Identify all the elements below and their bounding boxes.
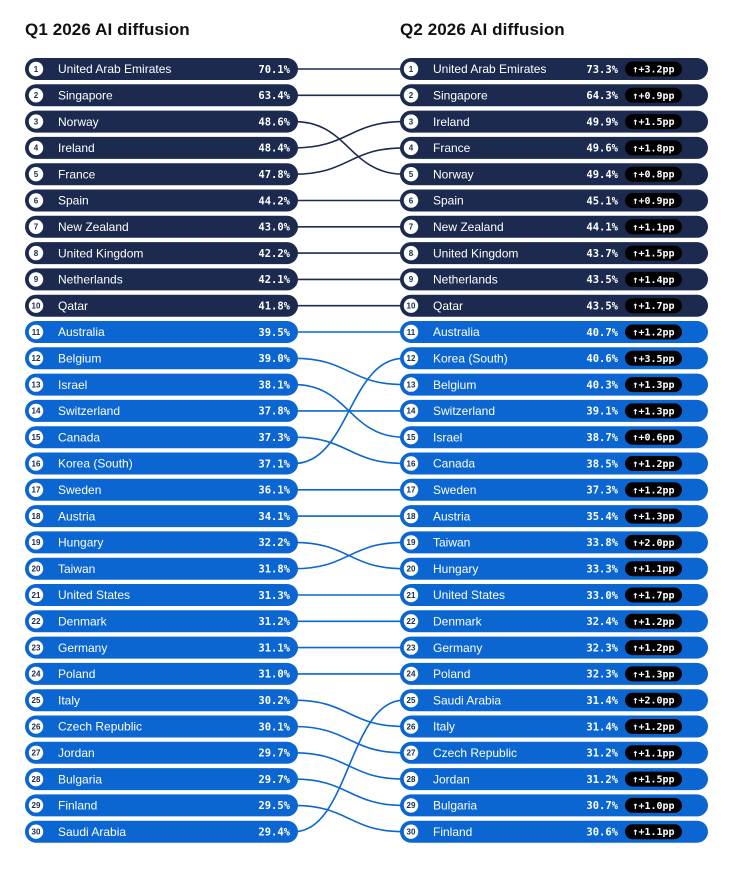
country-name: Qatar [58,298,89,313]
delta-value: ↑+3.2pp [632,64,675,76]
delta-value: ↑+1.4pp [632,274,675,286]
left-rank-row [25,321,298,343]
country-name: Bulgaria [433,798,478,813]
diffusion-value: 31.3% [258,589,290,602]
right-rank-row [400,268,708,290]
rank-number: 13 [406,380,416,390]
country-name: Saudi Arabia [433,693,502,708]
diffusion-value: 34.1% [258,510,290,523]
country-name: Bulgaria [58,772,103,787]
right-rank-row [400,505,708,527]
right-rank-row [400,295,708,317]
connector-line [294,727,404,753]
diffusion-value: 30.6% [586,826,618,839]
rank-number: 23 [31,643,41,653]
country-name: Germany [433,640,483,655]
country-name: Singapore [58,88,113,103]
rank-number: 20 [31,564,41,574]
rank-number: 16 [406,459,416,469]
country-name: France [433,141,471,156]
country-name: New Zealand [58,220,129,234]
diffusion-value: 31.4% [586,695,618,707]
delta-value: ↑+0.8pp [632,169,675,181]
rank-number: 17 [406,485,416,495]
diffusion-value: 32.3% [586,668,618,681]
delta-value: ↑+1.1pp [632,222,675,234]
rank-number: 28 [31,774,41,784]
delta-value: ↑+1.2pp [632,643,675,655]
country-name: Austria [433,509,471,524]
connector-line [294,542,404,568]
country-name: Sweden [433,483,477,497]
rank-number: 8 [33,248,39,258]
diffusion-value: 32.4% [586,616,618,629]
left-rank-row [25,242,298,264]
diffusion-value: 29.7% [258,747,290,760]
left-rank-row [25,794,298,816]
left-rank-row [25,768,298,790]
rank-number: 10 [31,301,41,311]
diffusion-value: 29.5% [258,800,290,813]
rank-number: 3 [33,117,39,127]
country-name: United Arab Emirates [58,62,172,77]
country-name: United Kingdom [58,246,144,261]
left-rank-row [25,58,298,80]
rank-number: 12 [31,354,41,364]
diffusion-value: 70.1% [258,63,290,76]
delta-value: ↑+1.7pp [632,590,675,602]
rank-number: 18 [406,511,416,521]
right-ranking-list [400,58,708,843]
left-rank-row [25,268,298,290]
delta-value: ↑+1.2pp [632,485,675,497]
right-rank-row [400,137,708,159]
connector-line [294,148,404,174]
left-rank-row [25,84,298,106]
diffusion-value: 37.1% [258,458,290,471]
rank-number: 5 [33,170,39,179]
country-name: Taiwan [58,561,96,576]
right-rank-row [400,242,708,264]
delta-value: ↑+1.5pp [632,248,675,260]
right-rank-row [400,190,708,212]
diffusion-value: 38.5% [586,458,618,471]
right-rank-row [400,558,708,580]
country-name: Switzerland [433,404,496,419]
rank-number: 17 [31,485,41,495]
delta-value: ↑+1.5pp [632,117,675,129]
right-rank-row [400,479,708,501]
diffusion-value: 30.7% [586,800,618,813]
diffusion-value: 37.3% [258,432,290,444]
rank-number: 5 [408,170,414,179]
rank-number: 7 [33,222,39,232]
left-rank-row [25,453,298,475]
diffusion-value: 42.2% [258,247,290,260]
rank-number: 20 [406,564,416,574]
rank-number: 30 [31,827,41,837]
diffusion-value: 45.1% [586,195,618,208]
country-name: Norway [58,114,99,129]
country-name: Saudi Arabia [58,824,127,839]
diffusion-value: 33.8% [586,537,618,550]
left-rank-row [25,637,298,659]
delta-value: ↑+1.1pp [632,748,675,760]
left-rank-row [25,689,298,711]
rank-number: 26 [406,722,416,732]
diffusion-value: 38.7% [586,432,618,444]
country-name: Canada [433,456,476,471]
diffusion-value: 49.6% [586,142,618,155]
country-name: United Kingdom [433,246,519,261]
diffusion-value: 39.0% [258,353,290,366]
country-name: Poland [58,667,96,682]
rank-number: 26 [31,722,41,732]
rank-number: 22 [31,617,41,627]
right-rank-row [400,163,708,185]
left-rank-row [25,479,298,501]
left-rank-row [25,190,298,212]
diffusion-value: 43.0% [258,221,290,234]
rank-number: 9 [33,275,39,285]
delta-value: ↑+1.5pp [632,774,675,786]
left-rank-row [25,716,298,738]
country-name: Czech Republic [433,746,518,760]
right-rank-row [400,453,708,475]
left-rank-row [25,216,298,238]
diffusion-value: 37.3% [586,484,618,497]
right-rank-row [400,531,708,553]
country-name: Finland [433,824,473,839]
diffusion-value: 41.8% [258,300,290,313]
rank-number: 23 [406,643,416,653]
diffusion-value: 35.4% [586,510,618,523]
diffusion-value: 31.2% [586,747,618,760]
rank-number: 14 [406,406,416,416]
rank-number: 1 [408,64,414,74]
left-rank-row [25,584,298,606]
country-name: France [58,167,96,182]
country-name: Denmark [433,614,482,629]
rank-number: 27 [406,748,416,758]
delta-value: ↑+1.0pp [632,800,675,812]
right-rank-row [400,426,708,448]
country-name: Germany [58,640,108,655]
diffusion-value: 47.8% [258,169,290,181]
country-name: Canada [58,430,101,445]
rank-number: 29 [406,801,416,811]
rank-number: 21 [406,590,416,600]
delta-value: ↑+1.8pp [632,143,675,155]
country-name: Korea (South) [433,351,508,366]
rank-number: 28 [406,774,416,784]
left-panel-title: Q1 2026 AI diffusion [25,20,190,39]
rank-number: 4 [408,143,414,153]
diffusion-value: 44.2% [258,195,290,208]
country-name: New Zealand [433,220,504,234]
delta-value: ↑+3.5pp [632,353,675,365]
country-name: Austria [58,509,96,524]
diffusion-value: 40.3% [586,379,618,392]
rank-number: 7 [408,222,414,232]
left-rank-row [25,111,298,133]
country-name: Israel [433,430,463,445]
country-name: Israel [58,377,88,392]
rank-connectors [294,69,404,832]
right-rank-row [400,637,708,659]
right-rank-row [400,216,708,238]
country-name: Qatar [433,298,464,313]
right-rank-row [400,610,708,632]
delta-value: ↑+1.3pp [632,380,675,392]
diffusion-value: 31.0% [258,668,290,681]
diffusion-value: 48.4% [258,142,290,155]
rank-number: 4 [33,143,39,153]
diffusion-value: 73.3% [586,63,618,76]
diffusion-value: 31.8% [258,563,290,576]
country-name: Poland [433,667,471,682]
left-rank-row [25,426,298,448]
rank-number: 2 [33,91,39,101]
diffusion-value: 43.5% [586,300,618,313]
country-name: Ireland [58,141,95,156]
delta-value: ↑+0.9pp [632,196,675,207]
diffusion-value: 32.2% [258,537,290,550]
right-rank-row [400,716,708,738]
delta-value: ↑+2.0pp [632,537,675,549]
right-rank-row [400,663,708,685]
delta-value: ↑+2.0pp [632,695,675,707]
right-rank-row [400,794,708,816]
diffusion-value: 31.4% [586,721,618,734]
diffusion-value: 39.5% [258,326,290,339]
country-name: Netherlands [433,272,498,287]
diffusion-value: 64.3% [586,90,618,103]
diffusion-value: 49.4% [586,169,618,181]
country-name: Hungary [58,535,104,550]
country-name: Italy [58,693,81,708]
rank-number: 25 [31,696,41,705]
country-name: Switzerland [58,404,121,419]
diffusion-value: 33.0% [586,589,618,602]
connector-line [294,122,404,148]
country-name: Korea (South) [58,456,133,471]
country-name: Belgium [433,377,477,392]
rank-number: 1 [33,64,39,74]
rank-number: 12 [406,354,416,364]
left-rank-row [25,505,298,527]
country-name: Ireland [433,114,470,129]
diffusion-value: 42.1% [258,274,290,287]
rank-number: 6 [408,196,414,206]
connector-line [294,122,404,175]
right-rank-row [400,400,708,422]
diffusion-value: 32.3% [586,642,618,655]
rank-number: 2 [408,91,414,101]
country-name: Sweden [58,483,102,497]
country-name: Singapore [433,88,488,103]
rank-number: 18 [31,511,41,521]
diffusion-value: 37.8% [258,405,290,418]
right-rank-row [400,321,708,343]
right-rank-row [400,584,708,606]
rank-number: 22 [406,617,416,627]
diffusion-value: 43.7% [586,247,618,260]
right-rank-row [400,58,708,80]
delta-value: ↑+1.7pp [632,301,675,313]
rank-number: 15 [406,433,416,442]
connector-line [294,779,404,805]
left-rank-row [25,531,298,553]
right-rank-row [400,689,708,711]
right-rank-row [400,374,708,396]
rank-number: 13 [31,380,41,390]
diffusion-value: 49.9% [586,116,618,129]
country-name: Norway [433,167,474,182]
left-rank-row [25,663,298,685]
diffusion-value: 29.4% [258,826,290,839]
diffusion-value: 63.4% [258,90,290,103]
country-name: Finland [58,798,98,813]
rank-number: 29 [31,801,41,811]
rank-number: 10 [406,301,416,311]
country-name: Taiwan [433,535,471,550]
rank-number: 24 [406,669,416,679]
right-rank-row [400,742,708,764]
rank-number: 6 [33,196,39,206]
right-rank-row [400,84,708,106]
country-name: Denmark [58,614,107,629]
country-name: Belgium [58,351,102,366]
left-rank-row [25,742,298,764]
right-rank-row [400,821,708,843]
rank-number: 25 [406,696,416,705]
rank-number: 19 [31,538,41,548]
rank-number: 8 [408,248,414,258]
country-name: United States [433,588,506,603]
left-rank-row [25,400,298,422]
diffusion-value: 39.1% [586,405,618,418]
rank-number: 24 [31,669,41,679]
delta-value: ↑+1.3pp [632,669,675,681]
diffusion-value: 40.6% [586,353,618,366]
country-name: Australia [58,325,105,340]
country-name: United Arab Emirates [433,62,547,77]
right-rank-row [400,111,708,133]
connector-line [294,700,404,832]
delta-value: ↑+1.2pp [632,327,675,339]
diffusion-value: 43.5% [586,274,618,287]
delta-value: ↑+1.1pp [632,827,675,839]
country-name: Jordan [433,772,470,787]
right-panel-title: Q2 2026 AI diffusion [400,20,565,39]
country-name: Australia [433,325,480,340]
rank-number: 3 [408,117,414,127]
rank-number: 14 [31,406,41,416]
delta-value: ↑+1.3pp [632,406,675,418]
country-name: Spain [433,193,464,208]
rank-number: 11 [31,327,41,337]
left-rank-row [25,374,298,396]
rank-number: 21 [31,590,41,600]
left-rank-row [25,558,298,580]
country-name: Italy [433,719,456,734]
diffusion-value: 30.1% [258,721,290,734]
country-name: Netherlands [58,272,123,287]
delta-value: ↑+1.2pp [632,722,675,733]
diffusion-value: 33.3% [586,563,618,576]
rank-number: 11 [406,327,416,337]
country-name: Spain [58,193,89,208]
diffusion-value: 31.1% [258,642,290,655]
left-rank-row [25,163,298,185]
rank-number: 15 [31,433,41,442]
diffusion-value: 44.1% [586,221,618,234]
right-rank-row [400,347,708,369]
diffusion-value: 40.7% [586,326,618,339]
rank-number: 30 [406,827,416,837]
rank-number: 16 [31,459,41,469]
delta-value: ↑+0.9pp [632,90,675,102]
diffusion-value: 31.2% [258,616,290,629]
left-rank-row [25,347,298,369]
country-name: Czech Republic [58,719,143,734]
left-rank-row [25,610,298,632]
left-rank-row [25,137,298,159]
left-rank-row [25,821,298,843]
delta-value: ↑+1.1pp [632,564,675,576]
rank-number: 19 [406,538,416,548]
right-rank-row [400,768,708,790]
diffusion-value: 31.2% [586,773,618,786]
diffusion-value: 38.1% [258,379,290,392]
rank-number: 9 [408,275,414,285]
rank-number: 27 [31,748,41,758]
delta-value: ↑+1.3pp [632,511,675,523]
diffusion-value: 29.7% [258,773,290,786]
country-name: United States [58,588,131,603]
delta-value: ↑+0.6pp [632,432,675,444]
left-ranking-list [25,58,298,843]
diffusion-value: 48.6% [258,116,290,129]
diffusion-value: 30.2% [258,695,290,707]
left-rank-row [25,295,298,317]
delta-value: ↑+1.2pp [632,616,675,628]
delta-value: ↑+1.2pp [632,459,675,470]
country-name: Hungary [433,561,479,576]
diffusion-value: 36.1% [258,484,290,497]
country-name: Jordan [58,746,95,760]
